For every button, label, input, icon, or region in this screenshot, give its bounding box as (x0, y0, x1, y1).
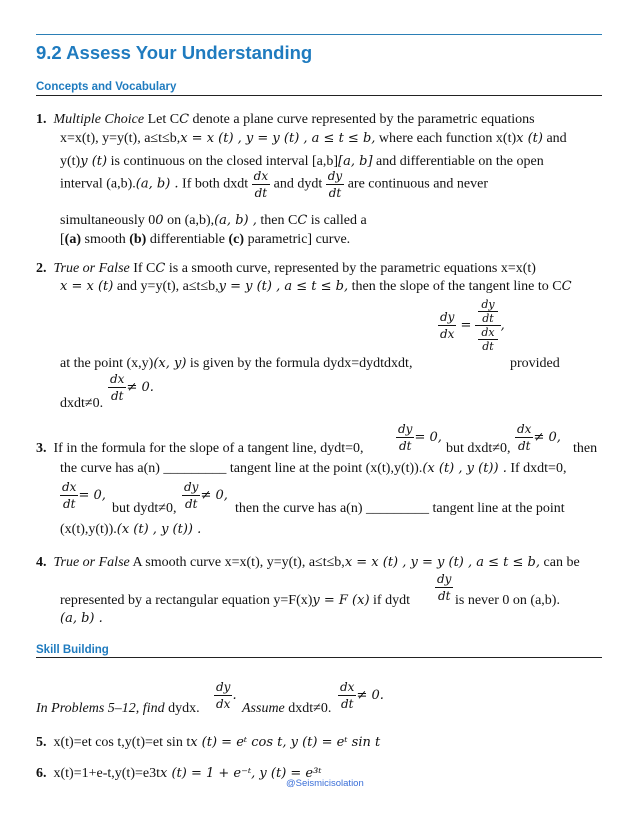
problem-2-provided: provided (510, 356, 560, 371)
problem-2-line-2: x = x (t) and y=y(t), a≤t≤b,y = y (t) , a ≤ t ≤ b, then the slope of the tangent line to CC (60, 279, 572, 294)
problem-3-frac-c: $\frac{dx}{dt}$ = 0, (62, 480, 106, 511)
problem-1-line-5: simultaneously 00 on (a,b),(a, b) , then CC is called a (60, 213, 367, 228)
problem-3-frac-a: $\frac{dy}{dt}$ = 0, (398, 422, 442, 453)
problem-3-frac-d: $\frac{dy}{dt}$ ≠ 0, (184, 480, 228, 511)
problem-3-line-1: 3. If in the formula for the slope of a tangent line, dydt=0, (36, 441, 364, 456)
problem-5: 5. x(t)=et cos t,y(t)=et sin tx (t) = eᵗ cos t, y (t) = eᵗ sin t (36, 735, 381, 750)
fraction-dxdt: $\frac{dx}{dt}$ (253, 169, 269, 200)
problem-2-line-3: at the point (x,y)(x, y) is given by the formula dydx=dydtdxdt, (60, 356, 413, 371)
problem-number: 1. (36, 112, 47, 127)
problem-3-line-2: the curve has a(n) _________ tangent line at the point (x(t),y(t)).(x (t) , y (t)) . If dxdt=0, (60, 461, 567, 476)
problem-2-line-1: 2. True or False If CC is a smooth curve, represented by the parametric equations x=x(t) (36, 261, 536, 276)
problem-2-condition: $\frac{dx}{dt}$ ≠ 0. (110, 372, 154, 403)
problem-1-line-1: 1. Multiple Choice Let CC denote a plane curve represented by the parametric equations (36, 112, 535, 127)
watermark: @Seismicisolation (286, 778, 364, 789)
concepts-rule (36, 95, 602, 96)
page-title: 9.2 Assess Your Understanding (36, 42, 313, 63)
instr-assume: Assume dxdt≠0. (242, 701, 332, 716)
problem-4-line-1: 4. True or False A smooth curve x=x(t), y=y(t), a≤t≤b,x = x (t) , y = y (t) , a ≤ t ≤ b, can be (36, 555, 580, 570)
fraction-dydt: $\frac{dy}{dt}$ (327, 169, 343, 200)
skill-rule (36, 657, 602, 658)
problem-1-line-4: interval (a,b).(a, b) . If both dxdt $\frac{dx}{dt}$ and dydt $\frac{dy}{dt}$ are continuous and never (60, 169, 489, 200)
problem-3-line-3: then the curve has a(n) _________ tangent line at the point (235, 501, 565, 516)
problem-3-line-4: (x(t),y(t)).(x (t) , y (t)) . (60, 522, 202, 537)
problem-2-line-4: dxdt≠0. (60, 396, 104, 411)
problem-4-frac: $\frac{dy}{dt}$ (437, 572, 452, 603)
instructions: In Problems 5–12, find dydx. (36, 701, 200, 716)
problem-1-line-2: x=x(t), y=y(t), a≤t≤b,x = x (t) , y = y (t) , a ≤ t ≤ b, where each function x(t)x (t) and (60, 131, 567, 146)
top-rule (36, 34, 602, 35)
problem-6: 6. x(t)=1+e-t,y(t)=e3tx (t) = 1 + e⁻ᵗ, y (t) = e³ᵗ (36, 766, 322, 781)
concepts-heading: Concepts and Vocabulary (36, 81, 177, 93)
problem-3-but-2: but dydt≠0, (112, 501, 177, 516)
problem-3-but: but dxdt≠0, (446, 441, 511, 456)
problem-4-line-3: (a, b) . (60, 611, 103, 626)
instr-frac-dxdt: $\frac{dx}{dt}$ ≠ 0. (340, 680, 384, 711)
slope-formula: $\frac{dy}{dx}$ = $\frac{\frac{dy}{dt}}{\frac{dx}{dt}}$ , (440, 298, 505, 353)
instr-frac-dydx: $\frac{dy}{dx}$ . (216, 680, 237, 711)
problem-1-choices: [(a) smooth (b) differentiable (c) parametric] curve. (60, 232, 351, 247)
problem-4-never-zero: is never 0 on (a,b). (455, 593, 560, 608)
problem-3-frac-b: $\frac{dx}{dt}$ ≠ 0, (517, 422, 561, 453)
problem-1-line-3: y(t)y (t) is continuous on the closed interval [a,b][a, b] and differentiable on the open (60, 154, 544, 169)
problem-3-then: then (573, 441, 598, 456)
skill-heading: Skill Building (36, 644, 109, 656)
question-type: Multiple Choice (53, 112, 145, 127)
problem-4-line-2: represented by a rectangular equation y=F(x)y = F (x) if dydt (60, 593, 410, 608)
